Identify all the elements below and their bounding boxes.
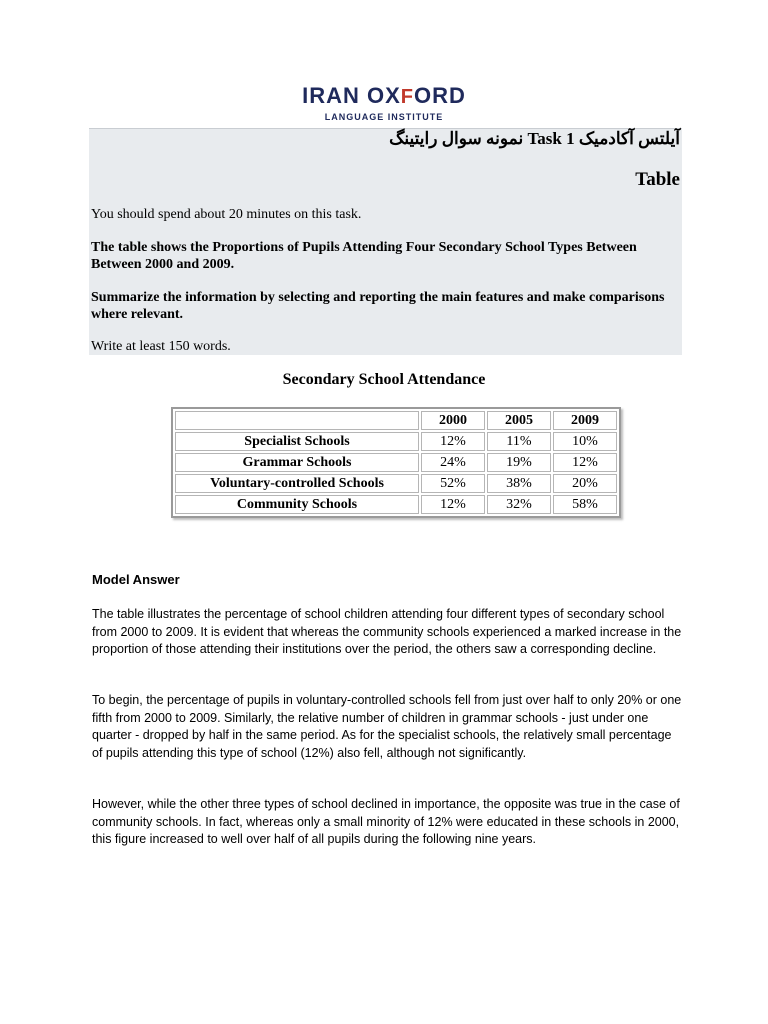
table-cell: 12%	[421, 432, 485, 451]
table-cell: 58%	[553, 495, 617, 514]
table-cell: 52%	[421, 474, 485, 493]
table-cell: 12%	[421, 495, 485, 514]
table-cell: 12%	[553, 453, 617, 472]
table-cell: 11%	[487, 432, 551, 451]
header-cell: 2005	[487, 411, 551, 430]
word-count-instruction: Write at least 150 words.	[91, 339, 231, 354]
table-header-row	[175, 411, 617, 430]
globe-icon: F	[400, 86, 414, 108]
row-label: Grammar Schools	[175, 453, 419, 472]
table-cell: 32%	[487, 495, 551, 514]
table-title: Secondary School Attendance	[282, 371, 486, 388]
task-prompt: The table shows the Proportions of Pupils Attending Four Secondary School Types Between Between 2000 and 2009.	[91, 240, 637, 272]
summary-instruction: Summarize the information by selecting and reporting the main features and make comparisons where relevant.	[91, 290, 665, 322]
task-title: نمونه سوال رایتینگ Task 1 آیلتس آکادمیک	[389, 129, 680, 148]
row-label: Voluntary-controlled Schools	[175, 474, 419, 493]
table-cell: 19%	[487, 453, 551, 472]
table-row	[175, 453, 617, 472]
header-cell: 2000	[421, 411, 485, 430]
header-cell: 2009	[553, 411, 617, 430]
model-answer-paragraph-3: However, while the other three types of school declined in importance, the opposite was true in the case of community schools. In fact, whereas only a small minority of 12% were educated in these schools in 2000, this figure increased to well over half of all pupils during the following nine years.	[92, 797, 680, 846]
row-label: Specialist Schools	[175, 432, 419, 451]
header-cell	[175, 411, 419, 430]
logo-text-b: ORD	[414, 83, 466, 108]
institute-logo	[0, 84, 768, 122]
model-answer-heading: Model Answer	[92, 572, 180, 587]
row-label: Community Schools	[175, 495, 419, 514]
table-row	[175, 432, 617, 451]
logo-wordmark	[0, 84, 768, 109]
logo-subtitle: LANGUAGE INSTITUTE	[324, 112, 444, 122]
task-type: Table	[635, 169, 680, 190]
table-row	[175, 495, 617, 514]
task-instructions-box	[89, 128, 682, 355]
table-row	[175, 474, 617, 493]
table-cell: 24%	[421, 453, 485, 472]
time-instruction: You should spend about 20 minutes on this task.	[91, 207, 362, 222]
model-answer-paragraph-2: To begin, the percentage of pupils in voluntary-controlled schools fell from just over half to only 20% or one fifth from 2000 to 2009. Similarly, the relative number of children in grammar schools - just under one quarter - dropped by half in the same period. As for the specialist schools, the relatively small percentage of pupils attending this type of school (12%) also fell, although not significantly.	[92, 693, 682, 760]
attendance-table	[171, 407, 621, 518]
model-answer-paragraph-1: The table illustrates the percentage of school children attending four different types of secondary school from 2000 to 2009. It is evident that whereas the community schools experienced a marked increase in the proportion of those attending their institutions over the period, the others saw a corresponding decline.	[92, 607, 682, 656]
table-cell: 20%	[553, 474, 617, 493]
table-cell: 10%	[553, 432, 617, 451]
table-cell: 38%	[487, 474, 551, 493]
logo-text-a: IRAN OX	[302, 83, 401, 108]
